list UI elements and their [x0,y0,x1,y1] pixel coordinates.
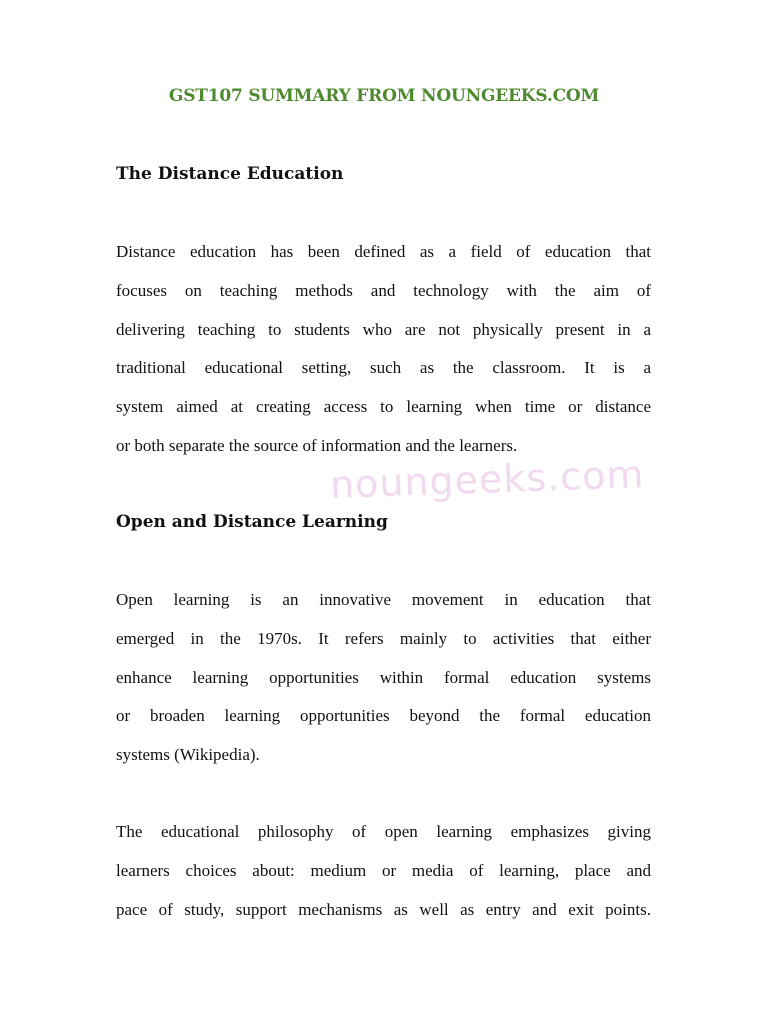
text-line: pace of study, support mechanisms as well as entry and exit points. [116,899,651,919]
text-line: traditional educational setting, such as the classroom. It is a [116,358,651,378]
text-line: The educational philosophy of open learning emphasizes giving [116,822,651,841]
watermark: noungeeks.com [329,452,645,507]
paragraph-distance-education [116,241,651,474]
text-line: system aimed at creating access to learning when time or distance [116,397,651,417]
section-heading: The Distance Education [116,164,344,184]
text-line: or broaden learning opportunities beyond the formal education [116,706,651,726]
text-line: systems (Wikipedia). [116,745,260,765]
section-heading: Open and Distance Learning [116,512,388,532]
paragraph-philosophy [116,821,651,937]
document-title: GST107 SUMMARY FROM NOUNGEEKS.COM [168,86,600,106]
text-line: enhance learning opportunities within formal education systems [116,667,651,687]
text-line: learners choices about: medium or media of learning, place and [116,860,651,880]
text-line: Distance education has been defined as a field of education that [116,242,651,261]
text-line: Open learning is an innovative movement in education that [116,590,651,609]
text-line: or both separate the source of information and the learners. [116,435,518,455]
text-line: emerged in the 1970s. It refers mainly to activities that either [116,628,651,648]
paragraph-open-learning [116,589,651,783]
text-line: focuses on teaching methods and technology with the aim of [116,280,651,300]
text-line: delivering teaching to students who are not physically present in a [116,319,651,339]
